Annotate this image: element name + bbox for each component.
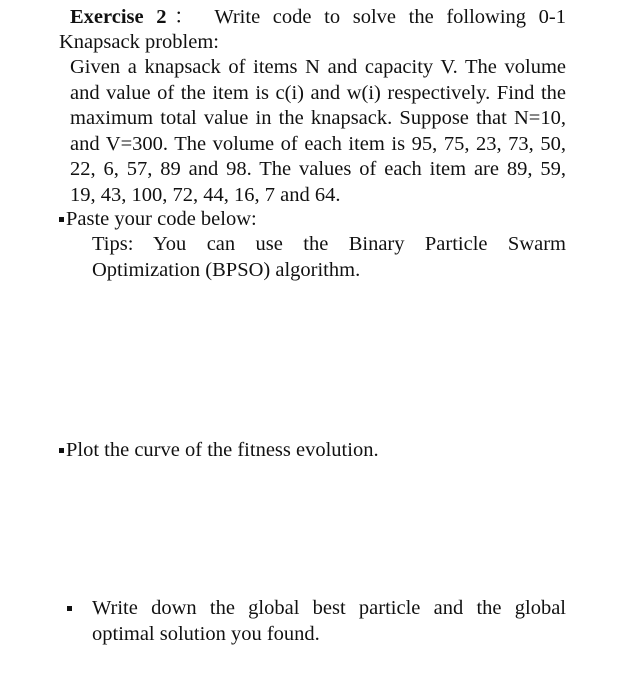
- write-down-line: Write down the global best particle and the global: [92, 597, 566, 619]
- task-plot-curve-label: Plot the curve of the fitness evolution.: [66, 439, 379, 461]
- bullet-icon: [59, 448, 64, 453]
- description-line: 22, 6, 57, 89 and 98. The values of each item are 89, 59,: [70, 158, 566, 180]
- description-line: 19, 43, 100, 72, 44, 16, 7 and 64.: [70, 183, 341, 206]
- description-line: and V=300. The volume of each item is 95, 75, 23, 73, 50,: [70, 132, 566, 155]
- task-write-down: [92, 596, 566, 647]
- tips-line: Tips: You can use the Binary Particle Swarm: [92, 233, 566, 255]
- problem-description: [70, 55, 566, 208]
- exercise-heading: Exercise 2: [70, 6, 167, 28]
- task-paste-code: [59, 207, 559, 233]
- exercise-title: [70, 5, 566, 31]
- description-line: and value of the item is c(i) and w(i) respectively. Find the: [70, 81, 566, 104]
- write-down-line: optimal solution you found.: [92, 622, 320, 645]
- task-plot-curve: [59, 438, 559, 464]
- task-paste-code-label: Paste your code below:: [66, 208, 257, 230]
- description-line: maximum total value in the knapsack. Suppose that N=10,: [70, 107, 566, 129]
- exercise-title-rest: Write code to solve the following 0-1: [214, 6, 567, 28]
- write-down-bullet: [67, 596, 87, 622]
- exercise-colon: ：: [166, 6, 203, 28]
- bullet-icon: [67, 606, 72, 611]
- exercise-title-continued: Knapsack problem:: [59, 31, 219, 53]
- bullet-icon: [59, 217, 64, 222]
- description-line: Given a knapsack of items N and capacity V. The volume: [70, 56, 566, 78]
- tips-line: Optimization (BPSO) algorithm.: [92, 258, 361, 281]
- tips-note: [92, 232, 566, 283]
